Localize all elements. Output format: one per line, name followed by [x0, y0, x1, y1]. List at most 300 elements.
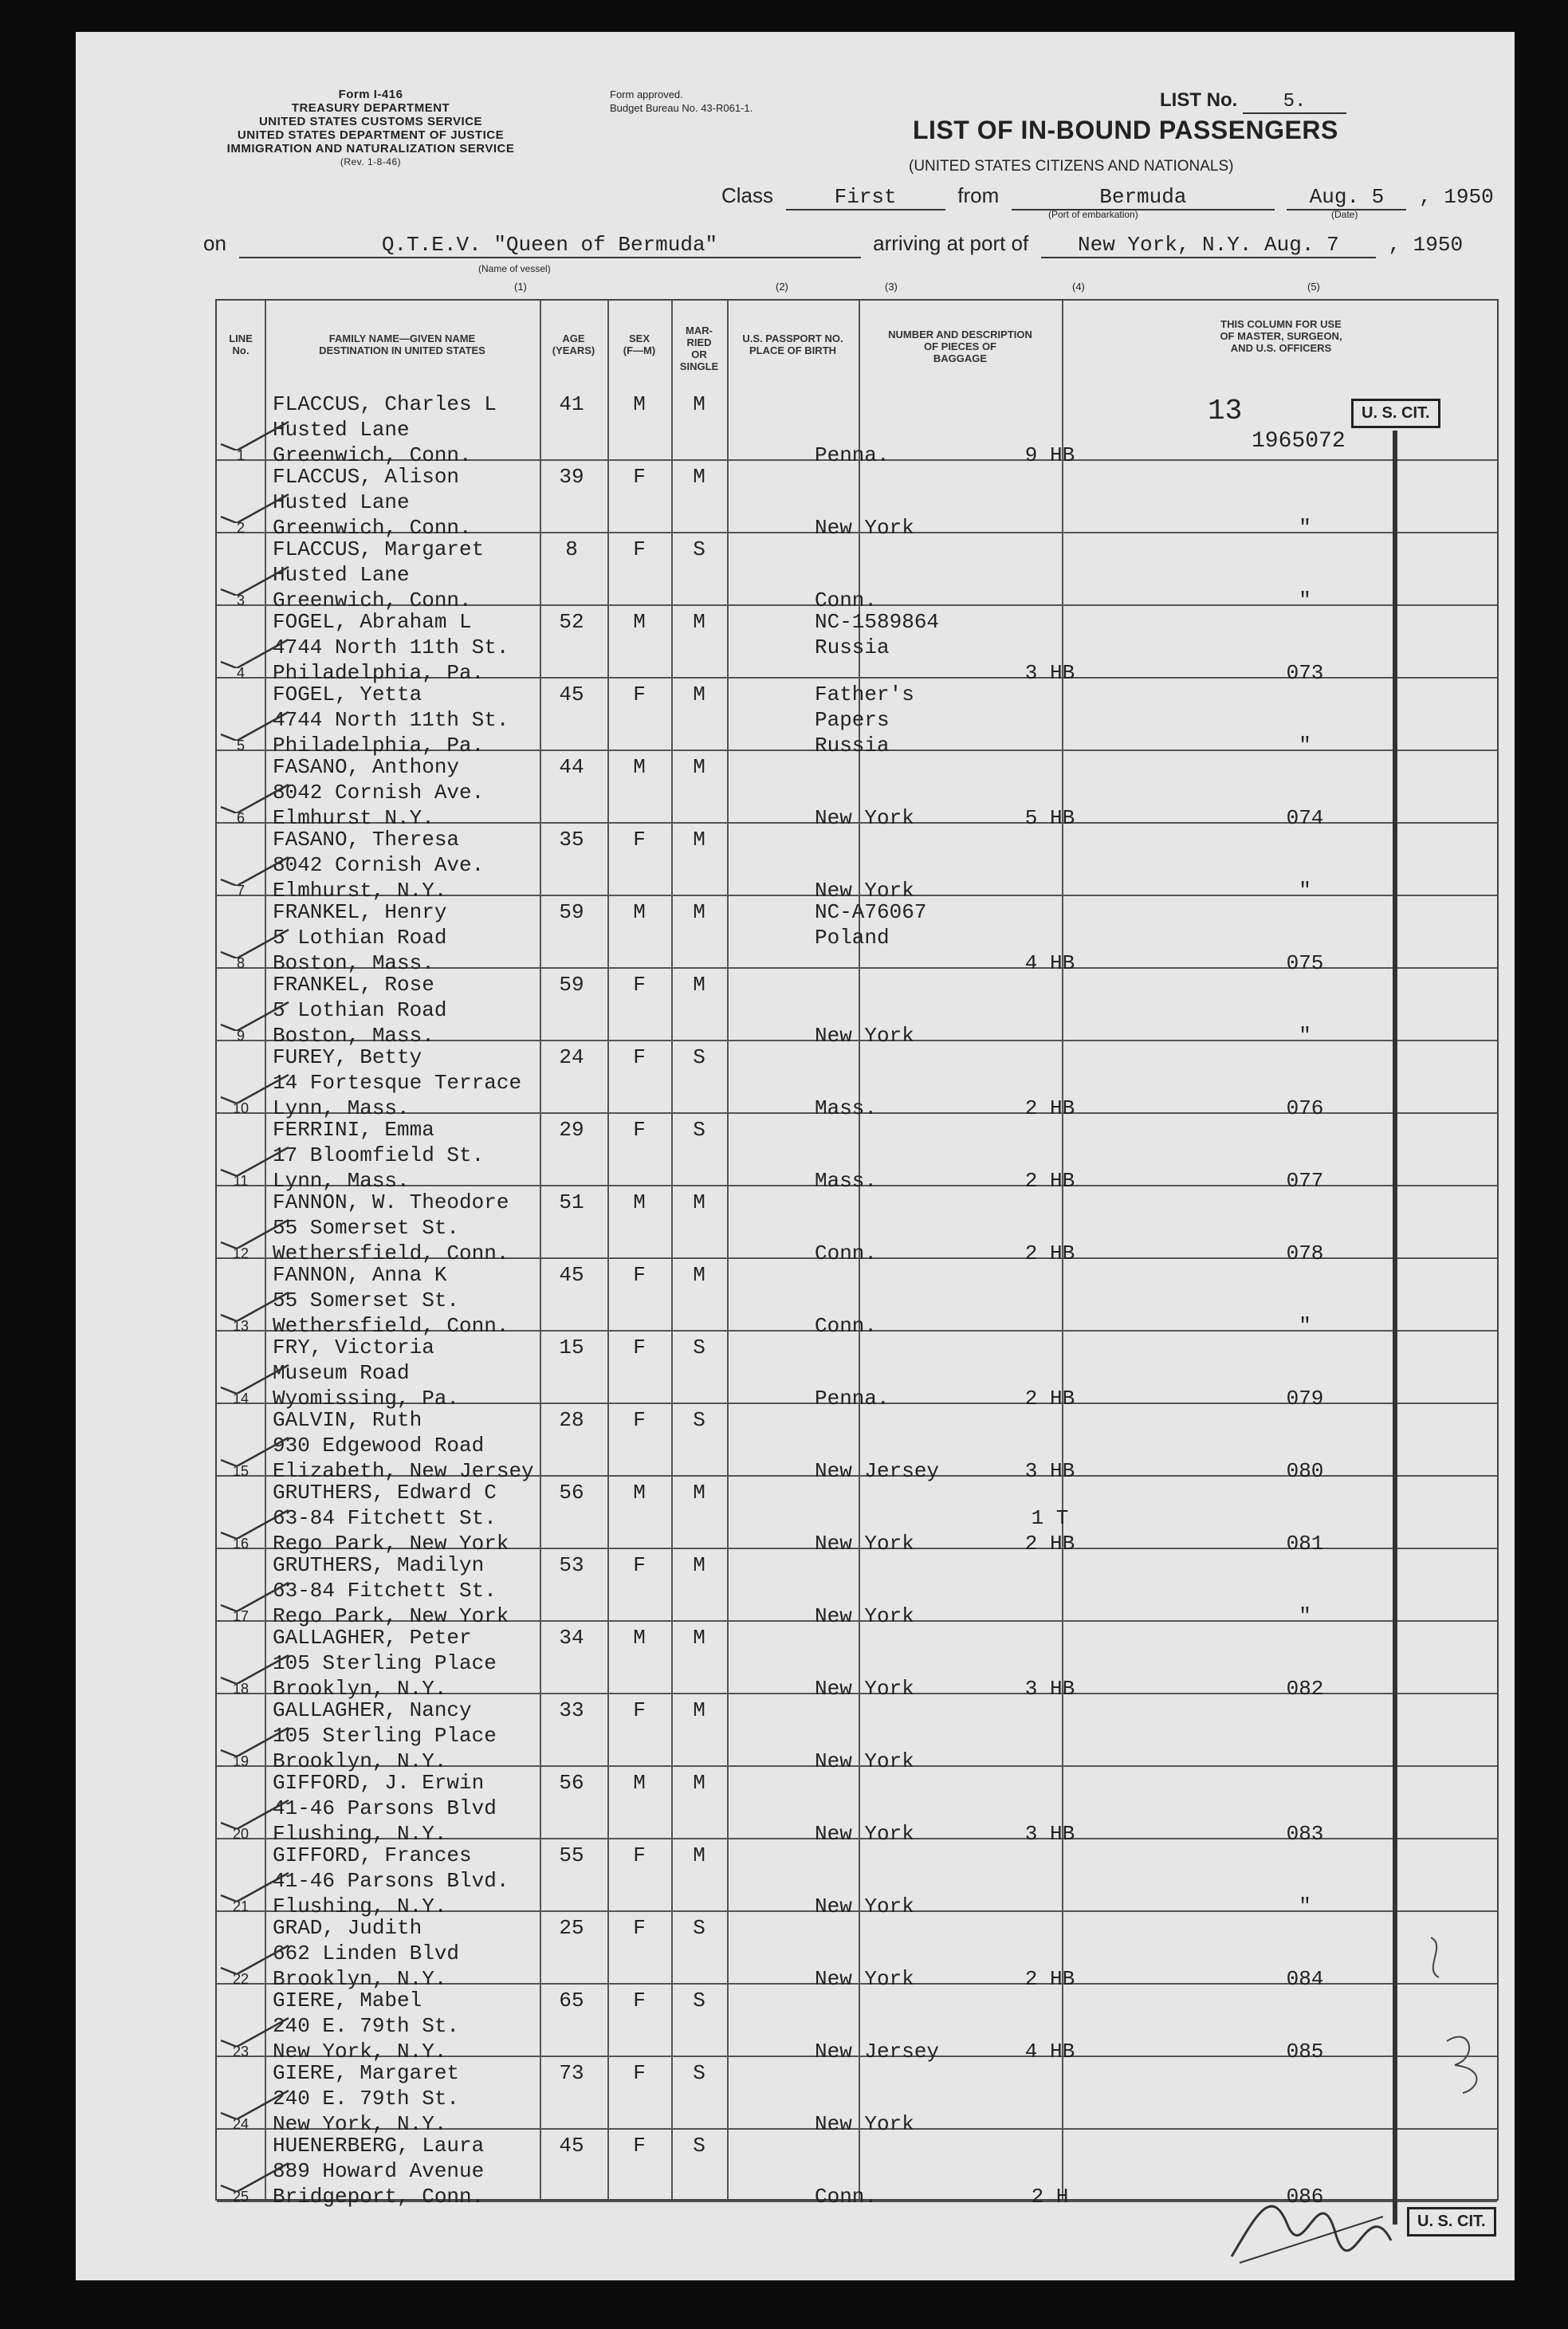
- revision-date: (Rev. 1-8-46): [340, 156, 402, 167]
- col-header-line: LINE No.: [229, 332, 253, 356]
- table-row: [217, 1332, 1497, 1410]
- vessel-row: [203, 231, 1463, 258]
- sex-cell: M: [633, 392, 646, 416]
- city-state: New York, N.Y.: [273, 2112, 447, 2136]
- line-number: 23: [232, 2044, 250, 2060]
- sex-cell: F: [633, 1843, 646, 1867]
- marital-cell: M: [693, 683, 705, 706]
- passenger-name: FANNON, Anna K: [273, 1263, 447, 1287]
- birthplace: Conn.: [815, 1241, 878, 1265]
- line-number: 14: [232, 1391, 250, 1406]
- sex-cell: M: [633, 900, 646, 924]
- age-cell: 52: [559, 610, 584, 634]
- age-cell: 41: [559, 392, 584, 416]
- passenger-name: FANNON, W. Theodore: [273, 1190, 509, 1214]
- birthplace: New York: [815, 1024, 914, 1048]
- officer-number: ": [1299, 516, 1311, 540]
- address-line: Husted Lane: [273, 490, 410, 514]
- column-number: (5): [1307, 281, 1320, 293]
- birthplace: Conn.: [815, 588, 878, 612]
- form-approved-text: Form approved.: [610, 89, 683, 100]
- sex-cell: F: [633, 1263, 646, 1287]
- address-line: 55 Somerset St.: [273, 1288, 460, 1312]
- age-cell: 35: [559, 828, 584, 852]
- officer-number: 078: [1286, 1241, 1324, 1265]
- table-row: [217, 1404, 1497, 1483]
- table-row: [217, 751, 1497, 830]
- baggage-line: 3 HB: [1024, 661, 1075, 685]
- passport-line: Russia: [815, 635, 890, 659]
- line-number: 6: [236, 810, 245, 826]
- table-row: [217, 1186, 1497, 1265]
- sex-cell: M: [633, 1626, 646, 1650]
- check-mark-icon: [217, 1726, 293, 1757]
- marital-cell: S: [693, 2061, 705, 2085]
- line-number: 1: [236, 447, 245, 463]
- baggage-line: 3 HB: [1024, 1822, 1075, 1846]
- passenger-name: FOGEL, Yetta: [273, 683, 422, 706]
- passenger-name: GALLAGHER, Peter: [273, 1626, 472, 1650]
- address-line: 41-46 Parsons Blvd: [273, 1796, 497, 1820]
- baggage-line: 2 HB: [1024, 1532, 1075, 1556]
- birthplace: New York: [815, 1967, 914, 1991]
- sex-cell: F: [633, 1408, 646, 1432]
- line-number: 16: [232, 1536, 250, 1552]
- manifest-page: [76, 32, 1515, 2280]
- age-cell: 24: [559, 1045, 584, 1069]
- departure-year: , 1950: [1419, 185, 1494, 209]
- marital-cell: S: [693, 1408, 705, 1432]
- passenger-name: GALLAGHER, Nancy: [273, 1698, 472, 1722]
- table-row: [217, 1259, 1497, 1338]
- table-row: [217, 1985, 1497, 2063]
- line-number: 2: [236, 520, 245, 536]
- table-row: [217, 1041, 1497, 1120]
- city-state: Boston, Mass.: [273, 1024, 434, 1048]
- ins-service: IMMIGRATION AND NATURALIZATION SERVICE: [226, 142, 515, 155]
- table-row: [217, 533, 1497, 612]
- baggage-line: 2 HB: [1024, 1096, 1075, 1120]
- sex-cell: F: [633, 1118, 646, 1142]
- age-cell: 59: [559, 900, 584, 924]
- officer-number: 086: [1286, 2185, 1324, 2209]
- officer-number: 076: [1286, 1096, 1324, 1120]
- baggage-line: 3 HB: [1024, 1677, 1075, 1701]
- age-cell: 8: [565, 537, 578, 561]
- line-number: 21: [232, 1898, 250, 1914]
- officer-number: ": [1299, 734, 1311, 757]
- arriving-label: arriving at port of: [873, 231, 1029, 255]
- address-line: Husted Lane: [273, 563, 410, 587]
- passenger-name: FLACCUS, Alison: [273, 465, 460, 489]
- table-row: [217, 1694, 1497, 1773]
- birthplace: Penna.: [815, 443, 890, 467]
- marital-cell: M: [693, 973, 705, 997]
- age-cell: 55: [559, 1843, 584, 1867]
- column-number: (3): [885, 281, 898, 293]
- passenger-name: GIERE, Margaret: [273, 2061, 460, 2085]
- sex-cell: F: [633, 1045, 646, 1069]
- birthplace: New York: [815, 1677, 914, 1701]
- column-number: (1): [514, 281, 527, 293]
- officer-number: 077: [1286, 1169, 1324, 1193]
- from-label: from: [957, 183, 1000, 207]
- line-number: 9: [236, 1028, 245, 1044]
- check-mark-icon: [217, 1363, 293, 1394]
- treasury-dept: TREASURY DEPARTMENT: [291, 101, 450, 115]
- age-cell: 28: [559, 1408, 584, 1432]
- port-caption: (Port of embarkation): [1048, 209, 1138, 220]
- check-mark-icon: [217, 1654, 293, 1684]
- birthplace: New York: [815, 1532, 914, 1556]
- city-state: Rego Park, New York: [273, 1532, 509, 1556]
- sex-cell: F: [633, 1916, 646, 1940]
- marital-cell: M: [693, 1481, 705, 1505]
- table-row: [217, 824, 1497, 903]
- date-caption: (Date): [1331, 209, 1358, 220]
- birthplace: New York: [815, 2112, 914, 2136]
- baggage-line: 2 HB: [1024, 1169, 1075, 1193]
- city-state: Lynn, Mass.: [273, 1169, 410, 1193]
- marital-cell: M: [693, 1843, 705, 1867]
- age-cell: 25: [559, 1916, 584, 1940]
- check-mark-icon: [217, 1073, 293, 1104]
- citizen-bracket-line: [1393, 431, 1397, 2225]
- passenger-name: FRY, Victoria: [273, 1336, 434, 1359]
- officer-number: 079: [1286, 1387, 1324, 1410]
- line-number: 15: [232, 1463, 250, 1479]
- baggage-line: 2 HB: [1024, 1387, 1075, 1410]
- age-cell: 29: [559, 1118, 584, 1142]
- sex-cell: F: [633, 683, 646, 706]
- table-row: [217, 461, 1497, 540]
- table-row: [217, 2057, 1497, 2136]
- age-cell: 56: [559, 1481, 584, 1505]
- check-mark-icon: [217, 783, 293, 813]
- marital-cell: S: [693, 1989, 705, 2012]
- birthplace: Conn.: [815, 1314, 878, 1338]
- birthplace: New York: [815, 1749, 914, 1773]
- birthplace: New Jersey: [815, 2040, 940, 2063]
- margin-scribble: [1415, 1930, 1495, 2105]
- sex-cell: M: [633, 755, 646, 779]
- sex-cell: M: [633, 610, 646, 634]
- passenger-name: GRAD, Judith: [273, 1916, 422, 1940]
- address-line: 4744 North 11th St.: [273, 635, 509, 659]
- address-line: 105 Sterling Place: [273, 1651, 497, 1675]
- city-state: Flushing, N.Y.: [273, 1894, 447, 1918]
- passport-line: NC-A76067: [815, 900, 927, 924]
- passenger-name: FRANKEL, Henry: [273, 900, 447, 924]
- address-line: 889 Howard Avenue: [273, 2159, 485, 2183]
- departure-date: Aug. 5: [1287, 185, 1406, 210]
- marital-cell: M: [693, 1263, 705, 1287]
- city-state: Wyomissing, Pa.: [273, 1387, 460, 1410]
- officer-number: ": [1299, 1024, 1311, 1048]
- city-state: Wethersfield, Conn.: [273, 1314, 509, 1338]
- line-number: 11: [233, 1173, 249, 1189]
- age-cell: 34: [559, 1626, 584, 1650]
- passenger-name: FASANO, Theresa: [273, 828, 460, 852]
- us-citizen-stamp: U. S. CIT.: [1407, 2207, 1496, 2237]
- city-state: Wethersfield, Conn.: [273, 1241, 509, 1265]
- address-line: 14 Fortesque Terrace: [273, 1071, 522, 1095]
- vessel-name: Q.T.E.V. "Queen of Bermuda": [239, 233, 861, 258]
- age-cell: 59: [559, 973, 584, 997]
- address-line: 105 Sterling Place: [273, 1724, 497, 1748]
- check-mark-icon: [217, 565, 293, 596]
- address-line: 240 E. 79th St.: [273, 2014, 460, 2038]
- marital-cell: S: [693, 1045, 705, 1069]
- age-cell: 45: [559, 1263, 584, 1287]
- marital-cell: M: [693, 755, 705, 779]
- arrival-year: , 1950: [1388, 233, 1464, 257]
- check-mark-icon: [217, 1291, 293, 1321]
- budget-bureau-text: Budget Bureau No. 43-R061-1.: [610, 102, 753, 114]
- baggage-line: 4 HB: [1024, 951, 1075, 975]
- sex-cell: M: [633, 1190, 646, 1214]
- passenger-name: FOGEL, Abraham L: [273, 610, 472, 634]
- column-number: (2): [776, 281, 788, 293]
- city-state: New York, N.Y.: [273, 2040, 447, 2063]
- passenger-count: 13: [1208, 395, 1243, 427]
- table-row: [217, 1622, 1497, 1701]
- check-mark-icon: [217, 1581, 293, 1611]
- marital-cell: M: [693, 1190, 705, 1214]
- passport-line: Father's: [815, 683, 914, 706]
- city-state: Elmhurst, N.Y.: [273, 879, 447, 903]
- passenger-name: FRANKEL, Rose: [273, 973, 434, 997]
- birthplace: Conn.: [815, 2185, 878, 2209]
- age-cell: 45: [559, 683, 584, 706]
- check-mark-icon: [217, 1218, 293, 1249]
- sex-cell: M: [633, 1771, 646, 1795]
- line-number: 3: [236, 592, 245, 608]
- officer-number: 075: [1286, 951, 1324, 975]
- baggage-line: 5 HB: [1024, 806, 1075, 830]
- table-row: [217, 606, 1497, 685]
- baggage-line: 9 HB: [1024, 443, 1075, 467]
- passenger-name: GIFFORD, Frances: [273, 1843, 472, 1867]
- check-mark-icon: [217, 928, 293, 958]
- passenger-name: GRUTHERS, Edward C: [273, 1481, 497, 1505]
- line-number: 13: [232, 1318, 250, 1334]
- sex-cell: F: [633, 465, 646, 489]
- line-number: 12: [232, 1245, 250, 1261]
- class-label: Class: [721, 183, 774, 207]
- birthplace: New York: [815, 1894, 914, 1918]
- age-cell: 33: [559, 1698, 584, 1722]
- age-cell: 44: [559, 755, 584, 779]
- city-state: Rego Park, New York: [273, 1604, 509, 1628]
- agency-header: [203, 88, 538, 169]
- officer-number: ": [1299, 1314, 1311, 1338]
- birthplace: Mass.: [815, 1169, 878, 1193]
- marital-cell: M: [693, 1626, 705, 1650]
- signature-scribble: [1224, 2169, 1399, 2264]
- officer-number: ": [1299, 1894, 1311, 1918]
- line-number: 20: [232, 1826, 250, 1842]
- check-mark-icon: [217, 1799, 293, 1829]
- line-number: 18: [232, 1681, 250, 1697]
- passenger-name: FUREY, Betty: [273, 1045, 422, 1069]
- city-state: Brooklyn, N.Y.: [273, 1749, 447, 1773]
- passport-line: NC-1589864: [815, 610, 940, 634]
- officer-number: ": [1299, 1604, 1311, 1628]
- line-number: 24: [232, 2116, 250, 2132]
- check-mark-icon: [217, 1001, 293, 1031]
- table-row: [217, 1912, 1497, 1991]
- passport-line: Poland: [815, 926, 890, 950]
- city-state: Lynn, Mass.: [273, 1096, 410, 1120]
- age-cell: 65: [559, 1989, 584, 2012]
- officer-number: 083: [1286, 1822, 1324, 1846]
- birthplace: New York: [815, 516, 914, 540]
- sex-cell: F: [633, 973, 646, 997]
- address-line: 4744 North 11th St.: [273, 708, 509, 732]
- baggage-line: 3 HB: [1024, 1459, 1075, 1483]
- age-cell: 45: [559, 2134, 584, 2158]
- check-mark-icon: [217, 1146, 293, 1176]
- address-line: 240 E. 79th St.: [273, 2087, 460, 2111]
- col-header-age: AGE (YEARS): [552, 332, 595, 356]
- baggage-line: 2 HB: [1024, 1241, 1075, 1265]
- line-number: 25: [232, 2189, 250, 2205]
- officer-number: 080: [1286, 1459, 1324, 1483]
- line-number: 22: [232, 1971, 250, 1987]
- address-line: 662 Linden Blvd: [273, 1941, 460, 1965]
- city-state: Bridgeport, Conn.: [273, 2185, 485, 2209]
- us-citizen-stamp: U. S. CIT.: [1351, 399, 1440, 428]
- passenger-name: FLACCUS, Margaret: [273, 537, 485, 561]
- passenger-name: FLACCUS, Charles L: [273, 392, 497, 416]
- sex-cell: F: [633, 1698, 646, 1722]
- birthplace: Russia: [815, 734, 890, 757]
- check-mark-icon: [217, 2162, 293, 2192]
- officer-number: 084: [1286, 1967, 1324, 1991]
- line-number: 17: [232, 1608, 250, 1624]
- address-line: 63-84 Fitchett St.: [273, 1506, 497, 1530]
- birthplace: New York: [815, 1604, 914, 1628]
- officer-number: 085: [1286, 2040, 1324, 2063]
- check-mark-icon: [217, 1509, 293, 1539]
- table-row: [217, 679, 1497, 757]
- age-cell: 53: [559, 1553, 584, 1577]
- city-state: Elmhurst N.Y.: [273, 806, 434, 830]
- birthplace: Penna.: [815, 1387, 890, 1410]
- col-header-officers: THIS COLUMN FOR USE OF MASTER, SURGEON, AND U.S. OFFICERS: [1220, 318, 1342, 354]
- marital-cell: M: [693, 465, 705, 489]
- passenger-table: [215, 299, 1499, 2209]
- passport-line: Papers: [815, 708, 890, 732]
- list-number: [1160, 89, 1346, 114]
- arrival-port-date: New York, N.Y. Aug. 7: [1041, 233, 1376, 258]
- vessel-caption: (Name of vessel): [478, 263, 551, 274]
- marital-cell: S: [693, 1336, 705, 1359]
- sex-cell: M: [633, 1481, 646, 1505]
- address-line: 17 Bloomfield St.: [273, 1143, 485, 1167]
- table-row: [217, 1477, 1497, 1556]
- birthplace: New York: [815, 1822, 914, 1846]
- city-state: Elizabeth, New Jersey: [273, 1459, 534, 1483]
- marital-cell: M: [693, 900, 705, 924]
- city-state: Philadelphia, Pa.: [273, 661, 485, 685]
- address-line: 55 Somerset St.: [273, 1216, 460, 1240]
- birthplace: New Jersey: [815, 1459, 940, 1483]
- marital-cell: S: [693, 1118, 705, 1142]
- age-cell: 39: [559, 465, 584, 489]
- check-mark-icon: [217, 493, 293, 523]
- serial-number: 1965072: [1252, 429, 1346, 454]
- form-approved-note: [610, 88, 753, 115]
- table-row: [217, 1114, 1497, 1193]
- marital-cell: M: [693, 1553, 705, 1577]
- address-line: 5 Lothian Road: [273, 998, 447, 1022]
- class-value: First: [786, 185, 945, 210]
- officer-number: 073: [1286, 661, 1324, 685]
- form-number: Form I-416: [338, 88, 403, 101]
- check-mark-icon: [217, 1436, 293, 1466]
- list-number-value: 5.: [1243, 91, 1346, 114]
- marital-cell: S: [693, 2134, 705, 2158]
- address-line: 63-84 Fitchett St.: [273, 1579, 497, 1603]
- address-line: 930 Edgewood Road: [273, 1434, 485, 1458]
- check-mark-icon: [217, 856, 293, 886]
- address-line: 8042 Cornish Ave.: [273, 781, 485, 805]
- page-subtitle: (UNITED STATES CITIZENS AND NATIONALS): [909, 158, 1234, 175]
- col-header-married: MAR- RIED OR SINGLE: [679, 325, 719, 372]
- marital-cell: M: [693, 1771, 705, 1795]
- line-number: 4: [236, 665, 245, 681]
- birthplace: Mass.: [815, 1096, 878, 1120]
- sex-cell: F: [633, 537, 646, 561]
- city-state: Brooklyn, N.Y.: [273, 1677, 447, 1701]
- marital-cell: S: [693, 537, 705, 561]
- age-cell: 51: [559, 1190, 584, 1214]
- baggage-line: 2 H: [1031, 2185, 1069, 2209]
- baggage-line: 4 HB: [1024, 2040, 1075, 2063]
- baggage-line: 1 T: [1031, 1506, 1069, 1530]
- passenger-name: GIERE, Mabel: [273, 1989, 422, 2012]
- check-mark-icon: [217, 638, 293, 668]
- passenger-name: FASANO, Anthony: [273, 755, 460, 779]
- table-row: [217, 1839, 1497, 1918]
- line-number: 8: [236, 955, 245, 971]
- table-row: [217, 1549, 1497, 1628]
- passenger-name: GALVIN, Ruth: [273, 1408, 422, 1432]
- check-mark-icon: [217, 1944, 293, 1974]
- page-title: LIST OF IN-BOUND PASSENGERS: [913, 116, 1338, 144]
- officer-number: 082: [1286, 1677, 1324, 1701]
- col-header-sex: SEX (F—M): [623, 332, 656, 356]
- check-mark-icon: [217, 2016, 293, 2047]
- line-number: 19: [232, 1753, 250, 1769]
- address-line: 5 Lothian Road: [273, 926, 447, 950]
- sex-cell: F: [633, 2061, 646, 2085]
- age-cell: 56: [559, 1771, 584, 1795]
- city-state: Flushing, N.Y.: [273, 1822, 447, 1846]
- officer-number: ": [1299, 588, 1311, 612]
- sex-cell: F: [633, 828, 646, 852]
- city-state: Greenwich, Conn.: [273, 443, 472, 467]
- line-number: 7: [236, 883, 245, 899]
- city-state: Philadelphia, Pa.: [273, 734, 485, 757]
- column-number: (4): [1072, 281, 1085, 293]
- sex-cell: F: [633, 1553, 646, 1577]
- age-cell: 15: [559, 1336, 584, 1359]
- line-number: 10: [232, 1100, 250, 1116]
- city-state: Greenwich, Conn.: [273, 588, 472, 612]
